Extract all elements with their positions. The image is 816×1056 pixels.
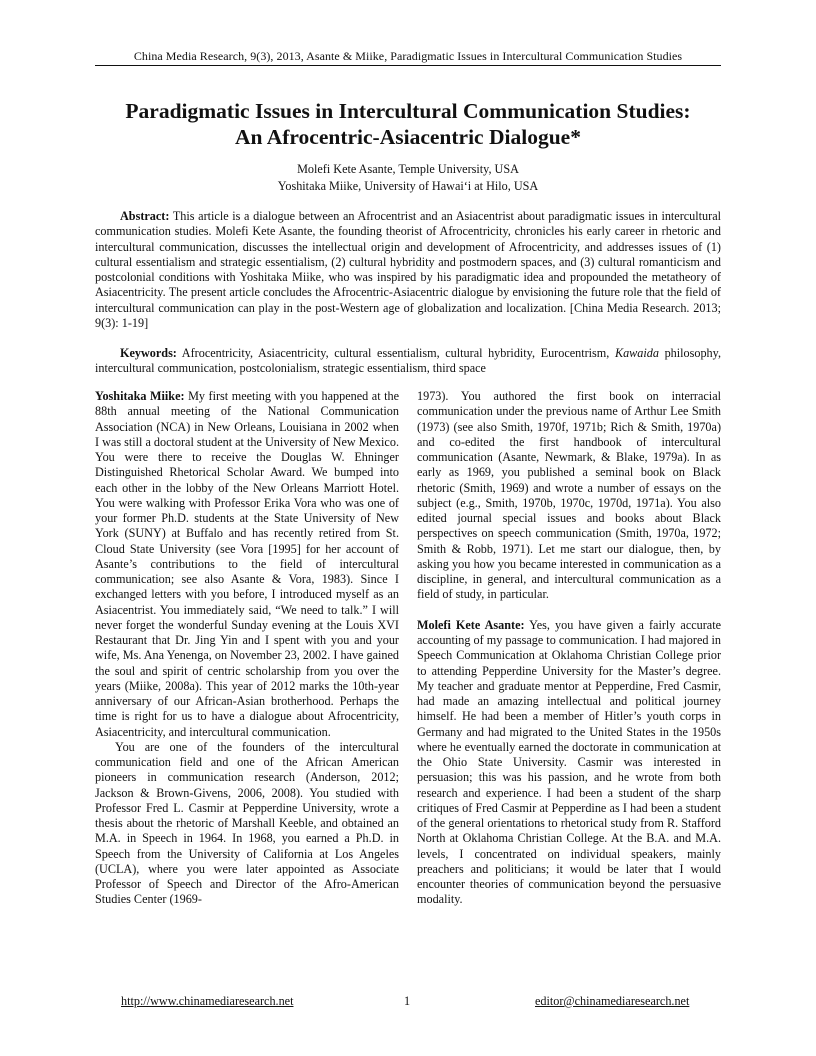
body-column-left bbox=[95, 389, 399, 908]
keywords-text-1: Afrocentricity, Asiacentricity, cultural essentialism, cultural hybridity, Eurocentrism, bbox=[176, 346, 615, 360]
title-line-1: Paradigmatic Issues in Intercultural Communication Studies: bbox=[125, 99, 691, 123]
dialogue-paragraph bbox=[95, 389, 399, 740]
speaker-label: Yoshitaka Miike: bbox=[95, 389, 185, 403]
abstract bbox=[95, 209, 721, 331]
keywords bbox=[95, 346, 721, 377]
author-list bbox=[95, 161, 721, 195]
body-column-right bbox=[417, 389, 721, 908]
author-1: Molefi Kete Asante, Temple University, USA bbox=[297, 162, 519, 176]
page-number: 1 bbox=[404, 994, 411, 1008]
abstract-label: Abstract: bbox=[120, 209, 170, 223]
abstract-text: This article is a dialogue between an Afrocentrist and an Asiacentrist about paradigmatic issues in intercultural communication studies. Molefi Kete Asante, the founding theorist of Afrocentricity, chronicles his early career in rhetoric and intercultural communication, discusses the intellectual origin and development of Afrocentricity, and addresses issues of (1) cultural essentialism and strategic essentialism, (2) cultural hybridity and postmodern spaces, and (3) cultural romanticism and postcolonial conditions with Yoshitaka Miike, who was inspired by his paradigmatic idea and propounded the metatheory of Asiacentricity. The present article concludes the Afrocentric-Asiacentric dialogue by envisioning the future role that the field of intercultural communication can play in the post-Western age of globalization and localization. [China Media Research. 2013; 9(3): 1-19] bbox=[95, 209, 721, 330]
dialogue-paragraph bbox=[417, 618, 721, 908]
keywords-label: Keywords: bbox=[120, 346, 177, 360]
title-line-2: An Afrocentric-Asiacentric Dialogue* bbox=[235, 125, 581, 149]
footer-email-link[interactable]: editor@chinamediaresearch.net bbox=[535, 994, 690, 1008]
paragraph-text: Yes, you have given a fairly accurate accounting of my passage to communication. I had majored in Speech Communication at Oklahoma Christian College prior to attending Pepperdine University for the Master’s degree. My teacher and graduate mentor at Pepperdine, Fred Casmir, had made an amazing intellectual and political journey himself. He had been a member of Hitler’s youth corps in Germany and had migrated to the United States in the 1950s where he eventually earned the doctorate in communication at the Ohio State University. Casmir was interested in persuasion; this was his passion, and he wrote from both research and experience. I had been a student of the sharp critiques of Fred Casmir at Pepperdine as I had been a student of the general orientations to rhetorical study from R. Stafford North at Oklahoma Christian College. At the B.A. and M.A. levels, I concentrated on individual speakers, mainly preachers and politicians; it would be later that I would encounter theories of communication beyond the persuasive modality. bbox=[417, 617, 722, 907]
footer-website-link[interactable]: http://www.chinamediaresearch.net bbox=[121, 994, 294, 1008]
keywords-text-2: philosophy, intercultural communication, postcolonialism, strategic essentialism, third space bbox=[95, 346, 721, 376]
paragraph-text: My first meeting with you happened at the 88th annual meeting of the National Communication Association (NCA) in New Orleans, Louisiana in 2002 when I was still a doctoral student at the University of New Mexico. You were there to receive the Douglas W. Ehninger Distinguished Rhetorical Scholar Award. We bumped into each other in the lobby of the New Orleans Marriott Hotel. You were walking with Professor Erika Vora who was one of your former Ph.D. students at the State University of New York (SUNY) at Buffalo and has recently retired from St. Cloud State University (see Vora [1995] for her account of Asante’s contributions to the field of intercultural communication; see also Asante & Vora, 1983). Since I exchanged letters with you before, I introduced myself as an Asiacentrist. You immediately said, “We need to talk.” I will never forget the wonderful Sunday evening at the Louis XVI Restaurant that Dr. Jing Yin and I spent with you and your wife, Ms. Ana Yenenga, on November 23, 2002. I have gained the soul and spirit of centric scholarship from you over the years (Miike, 2008a). This year of 2012 marks the 10th-year anniversary of our African-Asian brotherhood. Perhaps the time is right for us to have a dialogue about Afrocentricity, Asiacentricity, and intercultural communication. bbox=[95, 389, 400, 739]
keywords-italic-term: Kawaida bbox=[614, 346, 659, 360]
author-2: Yoshitaka Miike, University of Hawai‘i at Hilo, USA bbox=[277, 179, 539, 193]
article-title bbox=[95, 98, 721, 150]
header-rule bbox=[95, 65, 721, 66]
dialogue-paragraph: You are one of the founders of the intercultural communication field and one of the African American pioneers in communication research (Anderson, 2012; Jackson & Brown-Givens, 2006, 2008). You studied with Professor Fred L. Casmir at Pepperdine University, wrote a thesis about the rhetoric of Marshall Keeble, and obtained an M.A. in Speech in 1964. In 1968, you earned a Ph.D. in Speech from the University of California at Los Angeles (UCLA), where you were later appointed as Associate Professor of Speech and Director of the Afro-American Studies Center (1969- bbox=[95, 739, 399, 907]
speaker-label: Molefi Kete Asante: bbox=[417, 617, 525, 632]
dialogue-paragraph: 1973). You authored the first book on interracial communication under the previous name of Arthur Lee Smith (1973) (see also Smith, 1970f, 1971b; Rich & Smith, 1970a) and co-edited the first handbook of intercultural communication (Asante, Newmark, & Blake, 1979a). In as early as 1969, you published a seminal book on Black rhetoric (Smith, 1969) and wrote a number of essays on the subject (e.g., Smith, 1970b, 1970c, 1970d, 1971a). You also edited journal special issues and books about Black perspectives on speech communication (Smith, 1970a, 1972; Smith & Robb, 1971). Let me start our dialogue, then, by asking you how you became interested in communication as a discipline, in general, and intercultural communication as a field of study, in particular. bbox=[417, 389, 721, 602]
running-head: China Media Research, 9(3), 2013, Asante & Miike, Paradigmatic Issues in Intercultural Communication Studies bbox=[133, 49, 683, 63]
